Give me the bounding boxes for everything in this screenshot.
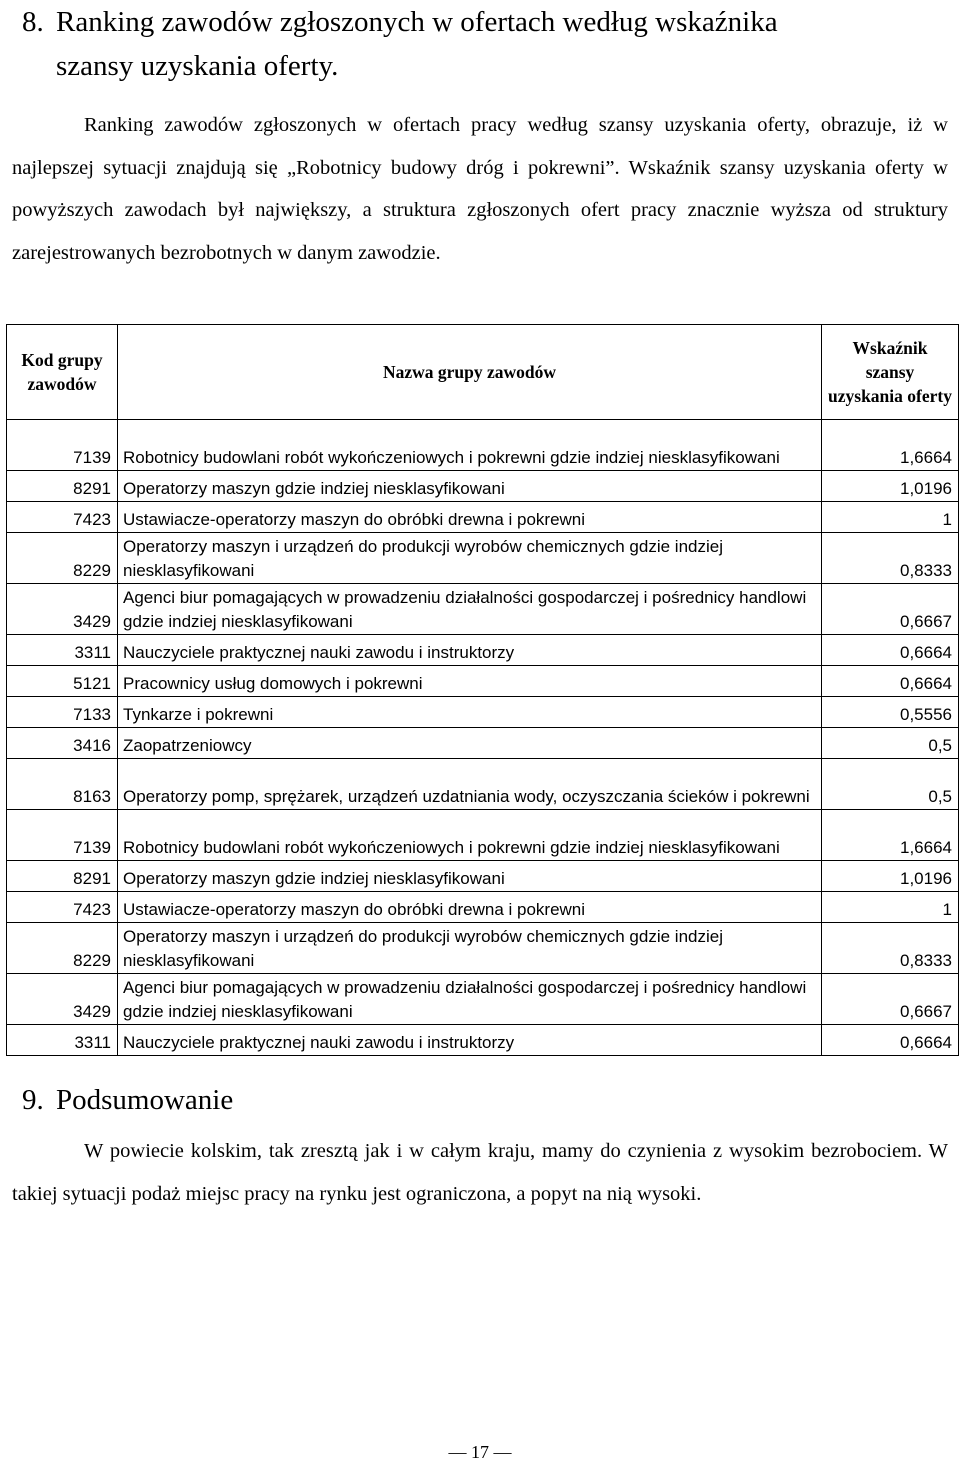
indicator-value-cell: 0,5556	[822, 697, 959, 728]
header-indicator: Wskaźnik szansy uzyskania oferty	[822, 325, 959, 420]
occupation-code-cell: 7423	[7, 892, 118, 923]
section-8-heading	[22, 0, 952, 88]
indicator-value-cell: 1,0196	[822, 471, 959, 502]
occupation-name-cell: Agenci biur pomagających w prowadzeniu działalności gospodarczej i pośrednicy handlowi gdzie indziej niesklasyfikowani	[118, 584, 822, 635]
occupation-name-cell: Nauczyciele praktycznej nauki zawodu i instruktorzy	[118, 635, 822, 666]
indicator-value-cell: 0,6667	[822, 974, 959, 1025]
table-row	[7, 584, 959, 635]
occupation-name-cell: Ustawiacze-operatorzy maszyn do obróbki drewna i pokrewni	[118, 892, 822, 923]
table-row	[7, 861, 959, 892]
occupation-code-cell: 3311	[7, 635, 118, 666]
occupation-code-cell: 8163	[7, 759, 118, 810]
table-row	[7, 420, 959, 471]
table-row	[7, 728, 959, 759]
indicator-value-cell: 0,6664	[822, 635, 959, 666]
indicator-value-cell: 1	[822, 502, 959, 533]
indicator-value-cell: 0,5	[822, 728, 959, 759]
occupation-name-cell: Robotnicy budowlani robót wykończeniowych i pokrewni gdzie indziej niesklasyfikowani	[118, 810, 822, 861]
occupation-code-cell: 7423	[7, 502, 118, 533]
table-row	[7, 666, 959, 697]
indicator-value-cell: 1	[822, 892, 959, 923]
occupation-code-cell: 8229	[7, 923, 118, 974]
occupation-code-cell: 5121	[7, 666, 118, 697]
section-title: Podsumowanie	[56, 1084, 234, 1116]
intro-text: Ranking zawodów zgłoszonych w ofertach pracy według szansy uzyskania oferty, obrazuje, iż w najlepszej sytuacji znajdują się „Robotnicy budowy dróg i pokrewni”. Wskaźnik szansy uzyskania oferty w powyższych zawodach był największy, a struktura zgłoszonych ofert pracy znacznie wyższa od struktury zarejestrowanych bezrobotnych w danym zawodzie.	[12, 114, 948, 264]
occupation-code-cell: 7139	[7, 810, 118, 861]
table-header-row	[7, 325, 959, 420]
intro-paragraph	[12, 104, 948, 274]
occupation-code-cell: 8229	[7, 533, 118, 584]
indicator-value-cell: 1,0196	[822, 861, 959, 892]
table-row	[7, 471, 959, 502]
occupation-name-cell: Operatorzy maszyn gdzie indziej niesklasyfikowani	[118, 861, 822, 892]
table-row	[7, 759, 959, 810]
summary-paragraph	[12, 1130, 948, 1215]
occupation-code-cell: 8291	[7, 471, 118, 502]
table-row	[7, 1025, 959, 1056]
section-title-line-2: szansy uzyskania oferty.	[56, 50, 339, 82]
occupation-code-cell: 7139	[7, 420, 118, 471]
table-row	[7, 502, 959, 533]
header-name: Nazwa grupy zawodów	[118, 325, 822, 420]
section-number: 8.	[22, 6, 44, 38]
table-row	[7, 697, 959, 728]
occupation-name-cell: Operatorzy maszyn i urządzeń do produkcji wyrobów chemicznych gdzie indziej niesklasyfikowani	[118, 533, 822, 584]
occupation-name-cell: Operatorzy pomp, sprężarek, urządzeń uzdatniania wody, oczyszczania ścieków i pokrewni	[118, 759, 822, 810]
occupation-name-cell: Nauczyciele praktycznej nauki zawodu i instruktorzy	[118, 1025, 822, 1056]
summary-text: W powiecie kolskim, tak zresztą jak i w całym kraju, mamy do czynienia z wysokim bezrobociem. W takiej sytuacji podaż miejsc pracy na rynku jest ograniczona, a popyt na nią wysoki.	[12, 1140, 948, 1205]
indicator-value-cell: 0,6664	[822, 666, 959, 697]
page-number: — 17 —	[448, 1442, 512, 1462]
table-row	[7, 974, 959, 1025]
section-9-heading	[22, 1078, 233, 1122]
indicator-value-cell: 1,6664	[822, 810, 959, 861]
table-row	[7, 635, 959, 666]
table-body	[7, 420, 959, 1056]
occupation-name-cell: Operatorzy maszyn i urządzeń do produkcji wyrobów chemicznych gdzie indziej niesklasyfikowani	[118, 923, 822, 974]
indicator-value-cell: 0,6667	[822, 584, 959, 635]
header-code: Kod grupy zawodów	[7, 325, 118, 420]
occupation-name-cell: Tynkarze i pokrewni	[118, 697, 822, 728]
occupation-name-cell: Pracownicy usług domowych i pokrewni	[118, 666, 822, 697]
table-row	[7, 892, 959, 923]
indicator-value-cell: 0,8333	[822, 923, 959, 974]
table-row	[7, 533, 959, 584]
indicator-value-cell: 0,5	[822, 759, 959, 810]
indicator-value-cell: 0,8333	[822, 533, 959, 584]
occupation-code-cell: 8291	[7, 861, 118, 892]
indicator-value-cell: 1,6664	[822, 420, 959, 471]
occupation-name-cell: Zaopatrzeniowcy	[118, 728, 822, 759]
section-number: 9.	[22, 1084, 44, 1116]
occupation-code-cell: 3416	[7, 728, 118, 759]
ranking-table	[6, 324, 959, 1056]
table-row	[7, 810, 959, 861]
occupation-code-cell: 3311	[7, 1025, 118, 1056]
occupation-name-cell: Agenci biur pomagających w prowadzeniu działalności gospodarczej i pośrednicy handlowi gdzie indziej niesklasyfikowani	[118, 974, 822, 1025]
occupation-code-cell: 3429	[7, 974, 118, 1025]
occupation-name-cell: Robotnicy budowlani robót wykończeniowych i pokrewni gdzie indziej niesklasyfikowani	[118, 420, 822, 471]
indicator-value-cell: 0,6664	[822, 1025, 959, 1056]
page-footer	[0, 1440, 960, 1464]
occupation-code-cell: 7133	[7, 697, 118, 728]
occupation-name-cell: Operatorzy maszyn gdzie indziej niesklasyfikowani	[118, 471, 822, 502]
occupation-name-cell: Ustawiacze-operatorzy maszyn do obróbki drewna i pokrewni	[118, 502, 822, 533]
occupation-code-cell: 3429	[7, 584, 118, 635]
table-row	[7, 923, 959, 974]
section-title-line-1: Ranking zawodów zgłoszonych w ofertach według wskaźnika	[56, 6, 778, 38]
